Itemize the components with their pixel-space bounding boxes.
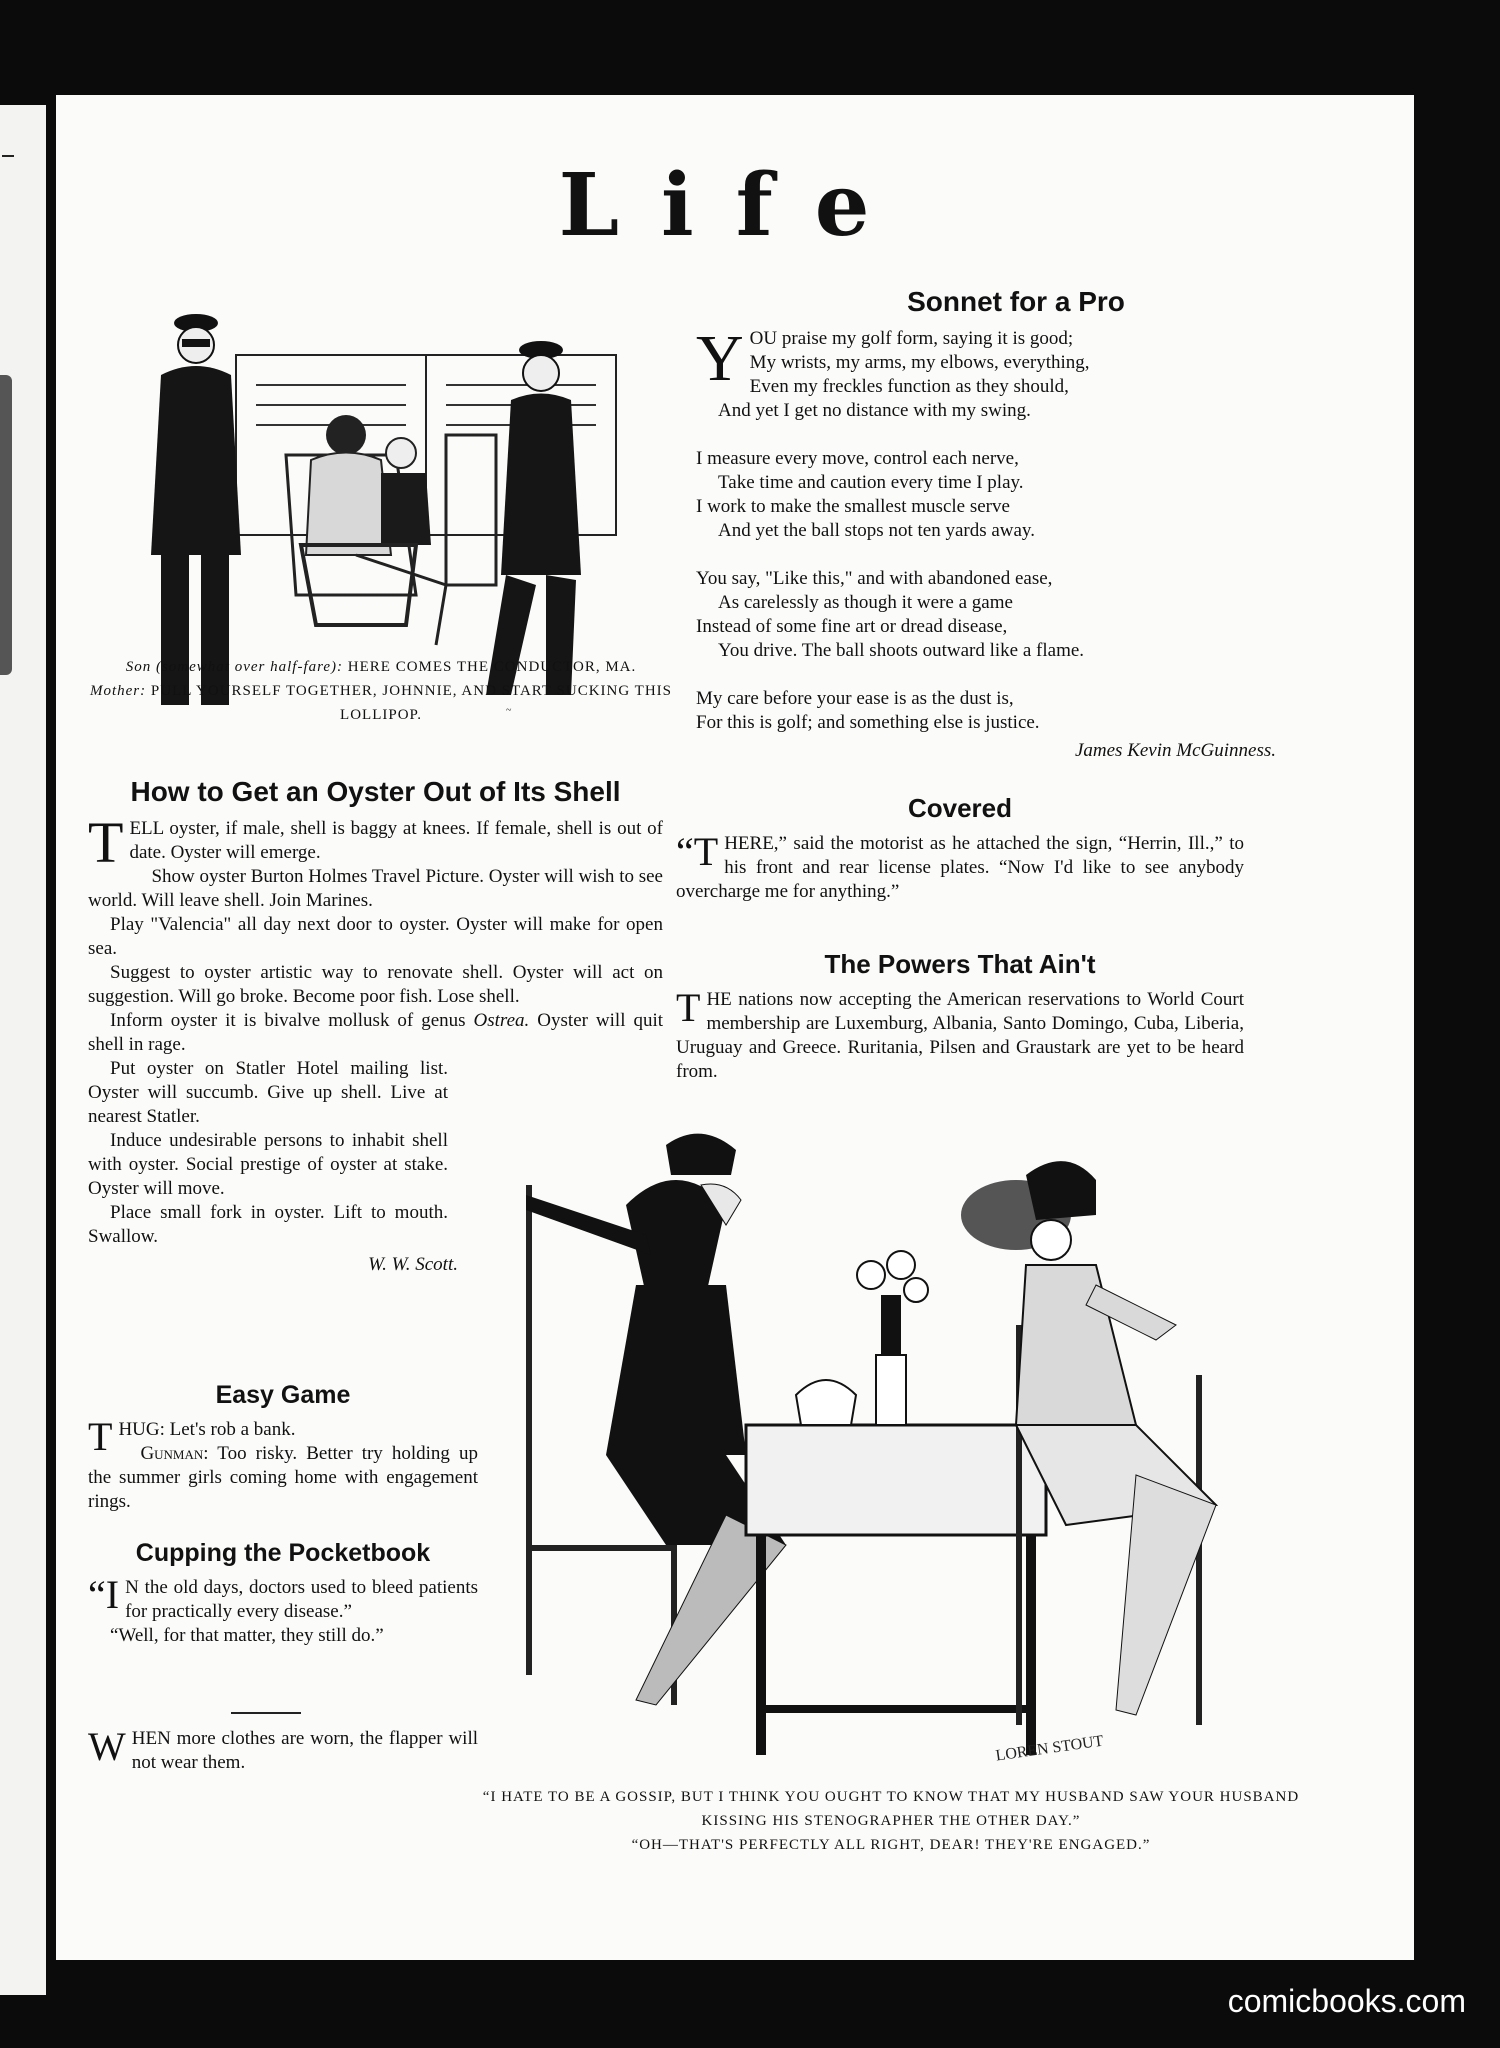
verse-line: OU praise my golf form, saying it is good; [749, 328, 1074, 349]
dropcap: T [88, 810, 124, 875]
verse-line: As carelessly as though it were a game [718, 592, 1013, 613]
caption-line-reply: “OH—THAT'S PERFECTLY ALL RIGHT, DEAR! THEY'RE ENGAGED.” [631, 1837, 1151, 1853]
verse-line: And yet the ball stops not ten yards away. [718, 520, 1035, 541]
easy-game-line [88, 1442, 478, 1514]
pocketbook-headline: Cupping the Pocketbook [135, 1539, 431, 1567]
verse-line: For this is golf; and something else is justice. [696, 712, 1040, 733]
dropcap: W [88, 1724, 126, 1769]
caption-text-mother: PULL YOURSELF TOGETHER, JOHNNIE, AND START SUCKING THIS LOLLIPOP. [150, 683, 673, 723]
oyster-signature: W. W. Scott. [368, 1254, 458, 1275]
verse-line: Instead of some fine art or dread disease, [696, 616, 1008, 637]
dropcap: Y [696, 322, 744, 395]
powers-text: HE nations now accepting the American reservations to World Court membership are Luxemburg, Albania, Santo Domingo, Cuba, Liberia, Uruguay and Greece. Ruritania, Pilsen and Graustark are yet to be heard from. [676, 989, 1244, 1082]
oyster-para [88, 810, 663, 875]
verse-line: And yet I get no distance with my swing. [718, 400, 1031, 421]
covered-para [676, 829, 1244, 904]
verse-line: My care before your ease is as the dust is, [696, 688, 1014, 709]
easy-game-headline: Easy Game [215, 1381, 351, 1409]
powers-para [676, 985, 1244, 1084]
pocketbook-text: N the old days, doctors used to bleed patients for practically every disease.” [125, 1577, 478, 1622]
covered-article [676, 792, 1244, 904]
dropcap [88, 1572, 120, 1617]
oyster-para [88, 1009, 663, 1057]
oyster-para: Induce undesirable persons to inhabit shell with oyster. Social prestige of oyster at stake. Oyster will move. [88, 1130, 448, 1199]
dropcap: T [676, 985, 701, 1030]
oyster-para: Place small fork in oyster. Lift to mouth. Swallow. [88, 1202, 448, 1247]
easy-game-text: HUG: Let's rob a bank. [118, 1419, 296, 1440]
oyster-text: Oyster will quit shell in rage. [88, 1010, 664, 1055]
dropcap-letter: I [105, 1572, 120, 1617]
oyster-genus: Ostrea. [473, 1010, 530, 1031]
sonnet-signature: James Kevin McGuinness. [1074, 740, 1276, 761]
pocketbook-article [88, 1538, 478, 1648]
section-rule [231, 1712, 301, 1714]
speaker-aside: (somewhat over half-fare): [155, 659, 344, 675]
oyster-para: Put oyster on Statler Hotel mailing list. Oyster will succumb. Give up shell. Live at nearest Statler. [88, 1058, 448, 1127]
pocketbook-para [88, 1572, 478, 1624]
masthead-title: Life [558, 155, 912, 256]
easy-game-article [88, 1380, 478, 1514]
verse-line: Even my freckles function as they should, [749, 376, 1069, 397]
speaker-mother: Mother: [89, 683, 147, 699]
oyster-text: Inform oyster it is bivalve mollusk of genus [110, 1010, 466, 1031]
flapper-text: HEN more clothes are worn, the flapper will not wear them. [131, 1728, 478, 1773]
quote-mark: “ [676, 829, 694, 874]
oyster-para: Show oyster Burton Holmes Travel Picture. Oyster will wish to see world. Will leave shell. Join Marines. [88, 866, 663, 911]
oyster-headline: How to Get an Oyster Out of Its Shell [130, 776, 621, 807]
adjacent-page-edge [0, 105, 46, 1995]
binding-spine [0, 375, 12, 675]
magazine-page [56, 95, 1414, 1960]
flapper-text-para [88, 1724, 478, 1775]
flapper-quip [88, 1724, 478, 1775]
covered-text: HERE,” said the motorist as he attached the sign, “Herrin, Ill.,” to his front and rear license plates. “Now I'd like to see anybody overcharge me for anything.” [676, 833, 1244, 902]
dropcap-letter: T [693, 829, 719, 874]
sonnet-poem [696, 285, 1336, 763]
caption-line-gossip: “I HATE TO BE A GOSSIP, BUT I THINK YOU OUGHT TO KNOW THAT MY HUSBAND SAW YOUR HUSBAND KISSING HIS STENOGRAPHER THE OTHER DAY.” [482, 1789, 1300, 1829]
oyster-para: Suggest to oyster artistic way to renovate shell. Oyster will act on suggestion. Will go broke. Become poor fish. Lose shell. [88, 962, 663, 1007]
sonnet-headline: Sonnet for a Pro [907, 286, 1125, 317]
speaker-gunman: Gunman: [140, 1443, 209, 1464]
caption-line-mother [86, 679, 676, 727]
verse-line: My wrists, my arms, my elbows, everything, [749, 352, 1090, 373]
powers-article [676, 948, 1244, 1084]
verse-line: I measure every move, control each nerve, [696, 448, 1019, 469]
stanza-1 [696, 322, 1336, 423]
stanza-3 [696, 567, 1336, 663]
edge-mark [2, 155, 14, 157]
speaker-son: Son [125, 659, 152, 675]
covered-headline: Covered [907, 793, 1013, 823]
oyster-text: ELL oyster, if male, shell is baggy at knees. If female, shell is out of date. Oyster will emerge. [129, 818, 663, 863]
site-watermark: comicbooks.com [1227, 1983, 1466, 2019]
caption-text-son: HERE COMES THE CONDUCTOR, MA. [347, 659, 637, 675]
dropcap [676, 829, 719, 874]
quote-mark: “ [88, 1572, 106, 1617]
svg-text:~: ~ [506, 705, 512, 716]
stanza-2 [696, 447, 1336, 543]
caption-line-son [86, 655, 676, 679]
cartoon1-caption [86, 655, 676, 727]
verse-line: Take time and caution every time I play. [718, 472, 1024, 493]
artist-signature: LOREN STOUT [994, 1732, 1105, 1765]
cartoon2-caption [476, 1785, 1306, 1857]
ladies-tea-cartoon [496, 1125, 1286, 1765]
oyster-para: Play "Valencia" all day next door to oyster. Oyster will make for open sea. [88, 914, 663, 959]
powers-headline: The Powers That Ain't [824, 949, 1096, 979]
pocketbook-para: “Well, for that matter, they still do.” [110, 1625, 384, 1646]
easy-game-text: Too risky. Better try holding up the summer girls coming home with engagement rings. [88, 1443, 478, 1512]
verse-line: You drive. The ball shoots outward like a flame. [718, 640, 1085, 661]
verse-line: You say, "Like this," and with abandoned ease, [696, 568, 1053, 589]
verse-line: I work to make the smallest muscle serve [696, 496, 1010, 517]
dropcap: T [88, 1414, 113, 1459]
stanza-4 [696, 687, 1336, 735]
